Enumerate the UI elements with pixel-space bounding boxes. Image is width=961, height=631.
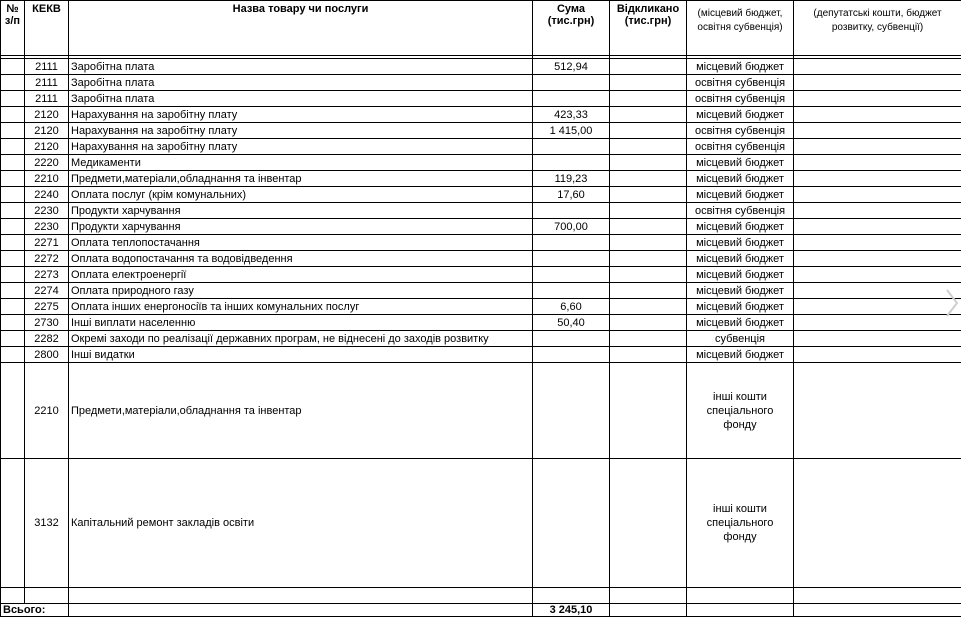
row-recalled [610, 59, 687, 75]
row-source2 [794, 283, 961, 299]
row-source: освітня субвенція [687, 91, 794, 107]
row-recalled [610, 235, 687, 251]
row-num [1, 75, 25, 91]
row-kekv: 2730 [25, 315, 69, 331]
empty-cell [69, 588, 533, 604]
row-sum: 6,60 [533, 299, 610, 315]
header-num: № з/п [1, 1, 25, 56]
row-source: місцевий бюджет [687, 107, 794, 123]
row-kekv: 2120 [25, 123, 69, 139]
row-recalled [610, 459, 687, 588]
row-source: місцевий бюджет [687, 155, 794, 171]
row-recalled [610, 123, 687, 139]
row-recalled [610, 251, 687, 267]
row-sum [533, 203, 610, 219]
header-source1: (місцевий бюджет, освітня субвенція) [687, 1, 794, 56]
empty-cell [687, 588, 794, 604]
table-row [1, 171, 961, 187]
row-kekv: 2210 [25, 171, 69, 187]
row-sum [533, 363, 610, 459]
row-source: інші кошти спеціального фонду [687, 459, 794, 588]
row-source2 [794, 299, 961, 315]
row-name: Нарахування на заробітну плату [69, 107, 533, 123]
row-recalled [610, 315, 687, 331]
row-name: Оплата інших енергоносіїв та інших комунальних послуг [69, 299, 533, 315]
row-source: місцевий бюджет [687, 235, 794, 251]
row-num [1, 331, 25, 347]
row-kekv: 2282 [25, 331, 69, 347]
row-num [1, 59, 25, 75]
row-kekv: 3132 [25, 459, 69, 588]
empty-cell [610, 588, 687, 604]
row-num [1, 251, 25, 267]
table-row [1, 267, 961, 283]
row-source: місцевий бюджет [687, 283, 794, 299]
row-source: місцевий бюджет [687, 251, 794, 267]
row-sum [533, 283, 610, 299]
row-num [1, 235, 25, 251]
row-kekv: 2220 [25, 155, 69, 171]
row-num [1, 299, 25, 315]
row-source2 [794, 91, 961, 107]
row-name: Медикаменти [69, 155, 533, 171]
row-source2 [794, 331, 961, 347]
row-kekv: 2273 [25, 267, 69, 283]
table-row [1, 331, 961, 347]
row-num [1, 203, 25, 219]
row-num [1, 267, 25, 283]
row-sum: 119,23 [533, 171, 610, 187]
row-source: освітня субвенція [687, 75, 794, 91]
row-name: Окремі заходи по реалізації державних програм, не віднесені до заходів розвитку [69, 331, 533, 347]
row-source2 [794, 459, 961, 588]
row-sum [533, 91, 610, 107]
empty-cell [533, 588, 610, 604]
row-name: Капітальний ремонт закладів освіти [69, 459, 533, 588]
table-row [1, 251, 961, 267]
row-kekv: 2272 [25, 251, 69, 267]
row-name: Заробітна плата [69, 91, 533, 107]
row-num [1, 123, 25, 139]
row-source: місцевий бюджет [687, 299, 794, 315]
total-row [1, 604, 961, 617]
row-sum [533, 235, 610, 251]
row-sum: 1 415,00 [533, 123, 610, 139]
row-name: Оплата теплопостачання [69, 235, 533, 251]
row-recalled [610, 171, 687, 187]
row-sum [533, 139, 610, 155]
table-row [1, 123, 961, 139]
row-recalled [610, 187, 687, 203]
table-row [1, 315, 961, 331]
row-num [1, 315, 25, 331]
table-row [1, 59, 961, 75]
row-name: Оплата водопостачання та водовідведення [69, 251, 533, 267]
row-source2 [794, 315, 961, 331]
row-kekv: 2271 [25, 235, 69, 251]
table-row [1, 107, 961, 123]
row-source2 [794, 75, 961, 91]
row-source2 [794, 203, 961, 219]
row-sum: 423,33 [533, 107, 610, 123]
row-source: місцевий бюджет [687, 187, 794, 203]
row-sum [533, 347, 610, 363]
row-name: Предмети,матеріали,обладнання та інвентар [69, 171, 533, 187]
total-sum: 3 245,10 [533, 604, 610, 617]
row-kekv: 2111 [25, 91, 69, 107]
row-recalled [610, 75, 687, 91]
header-recalled: Відкликано (тис.грн) [610, 1, 687, 56]
table-row [1, 75, 961, 91]
total-label: Всього: [1, 604, 69, 617]
row-source: інші кошти спеціального фонду [687, 363, 794, 459]
row-recalled [610, 139, 687, 155]
total-name [69, 604, 533, 617]
row-kekv: 2210 [25, 363, 69, 459]
row-source2 [794, 155, 961, 171]
row-source: освітня субвенція [687, 203, 794, 219]
table-row [1, 219, 961, 235]
row-sum [533, 331, 610, 347]
row-kekv: 2120 [25, 139, 69, 155]
row-kekv: 2111 [25, 59, 69, 75]
row-name: Продукти харчування [69, 203, 533, 219]
row-source: місцевий бюджет [687, 267, 794, 283]
row-name: Нарахування на заробітну плату [69, 139, 533, 155]
row-name: Інші виплати населенню [69, 315, 533, 331]
row-kekv: 2800 [25, 347, 69, 363]
row-source2 [794, 187, 961, 203]
table-row [1, 363, 961, 459]
row-source: місцевий бюджет [687, 59, 794, 75]
row-recalled [610, 299, 687, 315]
empty-row [1, 588, 961, 604]
row-name: Заробітна плата [69, 59, 533, 75]
header-name: Назва товару чи послуги [69, 1, 533, 56]
row-num [1, 459, 25, 588]
row-num [1, 139, 25, 155]
header-source2: (депутатські кошти, бюджет розвитку, субвенції) [794, 1, 961, 56]
table-row [1, 203, 961, 219]
row-kekv: 2230 [25, 203, 69, 219]
row-kekv: 2240 [25, 187, 69, 203]
row-source2 [794, 171, 961, 187]
header-kekv: КЕКВ [25, 1, 69, 56]
row-name: Предмети,матеріали,обладнання та інвентар [69, 363, 533, 459]
row-recalled [610, 347, 687, 363]
row-source2 [794, 107, 961, 123]
row-source: освітня субвенція [687, 123, 794, 139]
row-num [1, 283, 25, 299]
row-source: місцевий бюджет [687, 171, 794, 187]
row-recalled [610, 363, 687, 459]
row-kekv: 2120 [25, 107, 69, 123]
row-source2 [794, 123, 961, 139]
header-row [1, 1, 961, 56]
table-row [1, 347, 961, 363]
empty-cell [25, 588, 69, 604]
row-sum: 700,00 [533, 219, 610, 235]
row-num [1, 91, 25, 107]
row-sum [533, 459, 610, 588]
row-recalled [610, 267, 687, 283]
row-name: Оплата природного газу [69, 283, 533, 299]
table-row [1, 187, 961, 203]
row-name: Оплата послуг (крім комунальних) [69, 187, 533, 203]
row-recalled [610, 203, 687, 219]
row-num [1, 171, 25, 187]
row-name: Заробітна плата [69, 75, 533, 91]
table-row [1, 459, 961, 588]
row-source2 [794, 219, 961, 235]
table-row [1, 139, 961, 155]
row-sum: 512,94 [533, 59, 610, 75]
row-source2 [794, 347, 961, 363]
row-num [1, 155, 25, 171]
row-source2 [794, 59, 961, 75]
table-row [1, 91, 961, 107]
row-source2 [794, 267, 961, 283]
row-num [1, 107, 25, 123]
row-source: місцевий бюджет [687, 219, 794, 235]
empty-cell [794, 588, 961, 604]
row-source: місцевий бюджет [687, 315, 794, 331]
row-recalled [610, 283, 687, 299]
total-source2 [794, 604, 961, 617]
row-kekv: 2274 [25, 283, 69, 299]
row-num [1, 219, 25, 235]
empty-cell [1, 588, 25, 604]
table-row [1, 283, 961, 299]
row-num [1, 347, 25, 363]
row-source: субвенція [687, 331, 794, 347]
row-source2 [794, 251, 961, 267]
table-row [1, 235, 961, 251]
row-recalled [610, 107, 687, 123]
row-sum [533, 75, 610, 91]
row-sum [533, 251, 610, 267]
row-name: Інші видатки [69, 347, 533, 363]
row-source2 [794, 363, 961, 459]
total-source [687, 604, 794, 617]
row-kekv: 2275 [25, 299, 69, 315]
row-recalled [610, 91, 687, 107]
row-recalled [610, 331, 687, 347]
row-name: Нарахування на заробітну плату [69, 123, 533, 139]
row-source: освітня субвенція [687, 139, 794, 155]
row-sum: 50,40 [533, 315, 610, 331]
row-num [1, 187, 25, 203]
row-sum: 17,60 [533, 187, 610, 203]
table-row [1, 155, 961, 171]
header-sum: Сума (тис.грн) [533, 1, 610, 56]
row-recalled [610, 219, 687, 235]
row-kekv: 2230 [25, 219, 69, 235]
total-recalled [610, 604, 687, 617]
row-kekv: 2111 [25, 75, 69, 91]
row-sum [533, 155, 610, 171]
row-source: місцевий бюджет [687, 347, 794, 363]
row-source2 [794, 139, 961, 155]
row-sum [533, 267, 610, 283]
chevron-right-icon[interactable] [945, 288, 959, 318]
row-recalled [610, 155, 687, 171]
table-row [1, 299, 961, 315]
row-name: Продукти харчування [69, 219, 533, 235]
row-num [1, 363, 25, 459]
row-source2 [794, 235, 961, 251]
row-name: Оплата електроенергії [69, 267, 533, 283]
